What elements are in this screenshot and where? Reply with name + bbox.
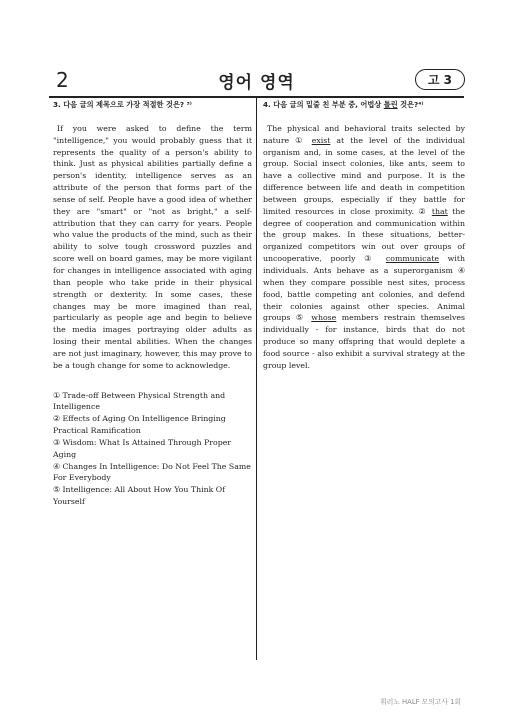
question-3-passage: If you were asked to define the term "intelligence," you would probably guess that it represents the quality of a person's ability to think. Just as physical abilities partially define a person's identity, intelligence serves as an attribute of the person that forms part of the sense of self. People have a good idea of whether they are "smart" or "not as bright," a self-attribution that they can carry for years. People who value the products of the mind, such as their ability to solve tough crossword puzzles and score well on board games, may be more vigilant for changes in intelligence associated with aging than people who take pride in their physical strength or dexterity. In some cases, these changes may be more imagined than real, particularly as people age and begin to believe the media images portraying older adults as losing their mental abilities. When the changes are not just imaginary, however, this may prove to be a tough change for some to acknowledge. <box>53 123 252 370</box>
question-4 <box>263 99 465 372</box>
passage-part-4: with individuals. Ants behave as a superorganism ④ when they compare possible nest sites, process food, battle competing ant colonies, and defend their colonies against other species. Animal groups ⑤ <box>263 254 465 323</box>
subject-title: 영어 영역 <box>218 73 295 93</box>
choice-1: ① Trade-off Between Physical Strength and Intelligence <box>53 390 226 412</box>
passage-part-3: the degree of cooperation and communication within the group makes. In these situations, better-organized competitors win out over groups of uncooperative, poorly ③ <box>263 206 465 264</box>
question-3 <box>53 99 252 508</box>
underlined-exist: exist <box>311 135 331 145</box>
question-3-heading: 3. 다음 글의 제목으로 가장 적절한 것은? ³⁾ <box>53 100 192 109</box>
heading-prefix: 4. 다음 글의 밑줄 친 부분 중, 어법상 <box>263 100 384 109</box>
heading-underlined: 틀린 <box>383 100 398 109</box>
choice-4: ④ Changes In Intelligence: Do Not Feel The Same For Everybody <box>53 461 251 483</box>
question-4-passage <box>263 123 465 372</box>
passage-part-2: at the level of the individual organism and, in some cases, at the level of the group. Social insect colonies, like ants, seem to have a collective mind and purpose. It is the difference between life and death in competition between groups, especially if they battle for limited resources in close proximity. ② <box>263 135 465 216</box>
passage-part-1: The physical and behavioral traits selected by nature ① <box>263 123 465 145</box>
footer-text: 휘러노 HALF 모의고사 1회 <box>380 698 461 706</box>
underlined-communicate: communicate <box>385 254 440 264</box>
underlined-that: that <box>431 206 448 216</box>
choice-3: ③ Wisdom: What Is Attained Through Proper Aging <box>53 437 232 459</box>
question-4-heading <box>263 99 465 111</box>
question-3-choices <box>53 390 252 508</box>
grade-badge: 고 3 <box>415 69 465 90</box>
choice-2: ② Effects of Aging On Intelligence Bringing Practical Ramification <box>53 414 226 436</box>
choice-5: ⑤ Intelligence: All About How You Think Of Yourself <box>53 485 226 507</box>
heading-suffix: 것은?⁴⁾ <box>397 100 424 109</box>
page-number: 2 <box>56 68 69 92</box>
underlined-whose: whose <box>311 313 337 323</box>
column-divider <box>256 98 257 660</box>
passage-part-5: members restrain themselves individually - for instance, birds that do not produce so many offspring that would deplete a food source - also exhibit a survival strategy at the group level. <box>263 313 465 370</box>
